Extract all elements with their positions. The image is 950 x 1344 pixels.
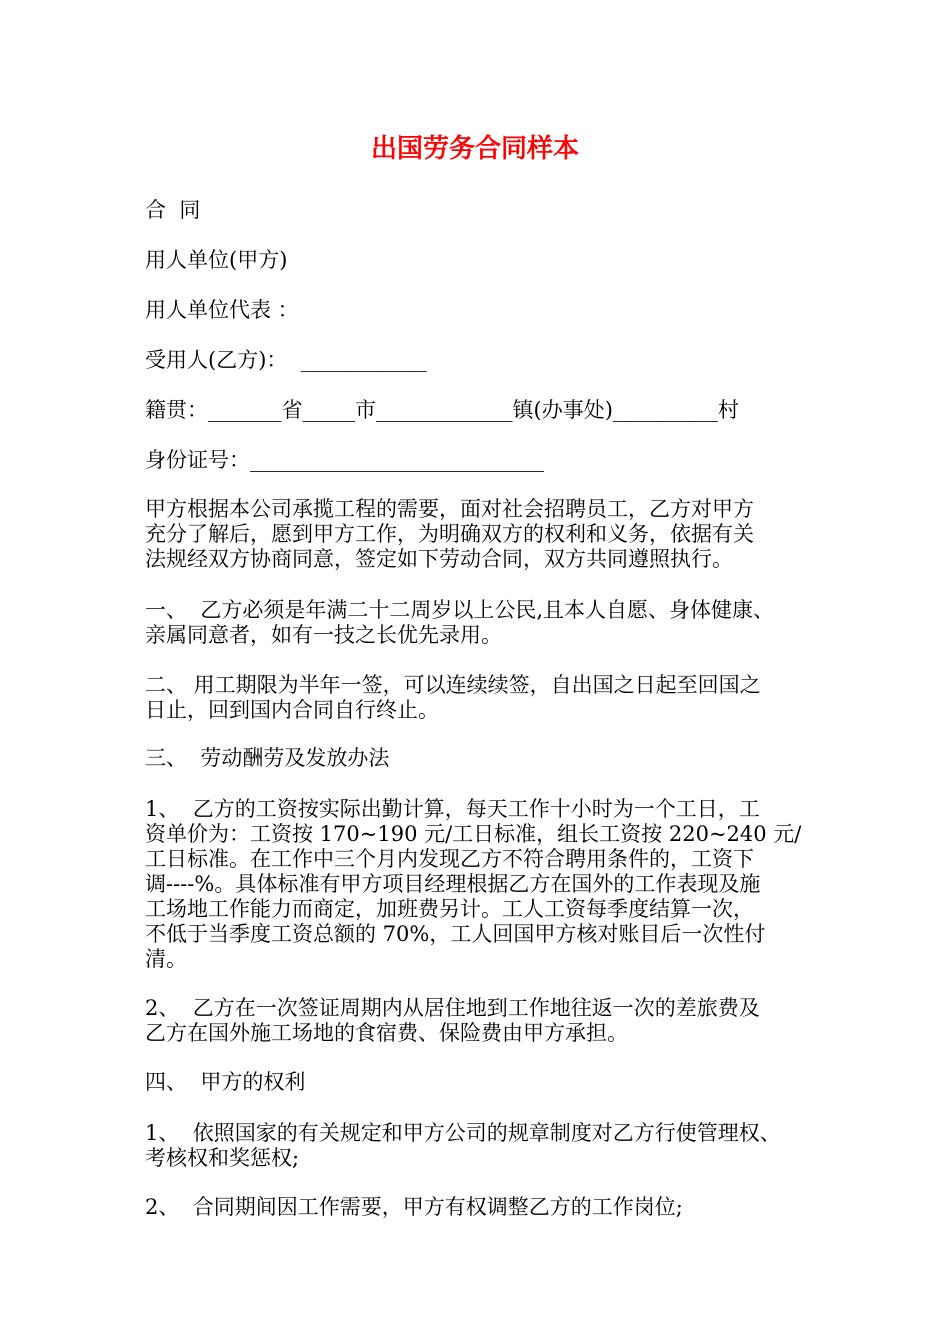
- clause-4-1-paragraph: 1、 依照国家的有关规定和甲方公司的规章制度对乙方行使管理权、 考核权和奖惩权;: [145, 1121, 781, 1170]
- clause-4-heading: 四、 甲方的权利: [145, 1070, 306, 1094]
- employee-line: 受用人(乙方)： ____________: [145, 348, 427, 372]
- clause-3-1-paragraph: 1、 乙方的工资按实际出勤计算，每天工作十小时为一个工日，工 资单价为：工资按 170~190 元/工日标准，组长工资按 220~240 元/ 工日标准。在工作中三个月内发现乙方不符合聘用条件的，工资下 调----%。具体标准有甲方项目经理根据乙方在国外的工作表现及施 工场地工作能力而商定，加班费另计。工人工资每季度结算一次， 不低于当季度工资总额的 70%，工人回国甲方核对账目后一次性付 清。: [145, 797, 802, 971]
- native-place-line: 籍贯：_______省_____市_____________镇(办事处)__________村: [145, 398, 739, 422]
- contract-heading: 合 同: [145, 198, 201, 222]
- clause-4-2-paragraph: 2、 合同期间因工作需要，甲方有权调整乙方的工作岗位;: [145, 1195, 683, 1219]
- document-title: 出国劳务合同样本: [370, 134, 579, 164]
- clause-1-paragraph: 一、 乙方必须是年满二十二周岁以上公民,且本人自愿、身体健康、 亲属同意者，如有一技之长优先录用。: [145, 598, 775, 647]
- id-number-line: 身份证号：____________________________: [145, 448, 544, 472]
- employer-line: 用人单位(甲方): [145, 248, 288, 272]
- clause-2-paragraph: 二、 用工期限为半年一签，可以连续续签，自出国之日起至回国之 日止，回到国内合同自行终止。: [145, 673, 761, 722]
- employer-representative-line: 用人单位代表 ：: [145, 298, 299, 322]
- intro-paragraph: 甲方根据本公司承揽工程的需要，面对社会招聘员工，乙方对甲方 充分了解后，愿到甲方工作，为明确双方的权利和义务，依据有关 法规经双方协商同意，签定如下劳动合同，双方共同遵照执行。: [145, 497, 754, 571]
- clause-3-2-paragraph: 2、 乙方在一次签证周期内从居住地到工作地往返一次的差旅费及 乙方在国外施工场地的食宿费、保险费由甲方承担。: [145, 996, 760, 1045]
- clause-3-heading: 三、 劳动酬劳及发放办法: [145, 746, 390, 770]
